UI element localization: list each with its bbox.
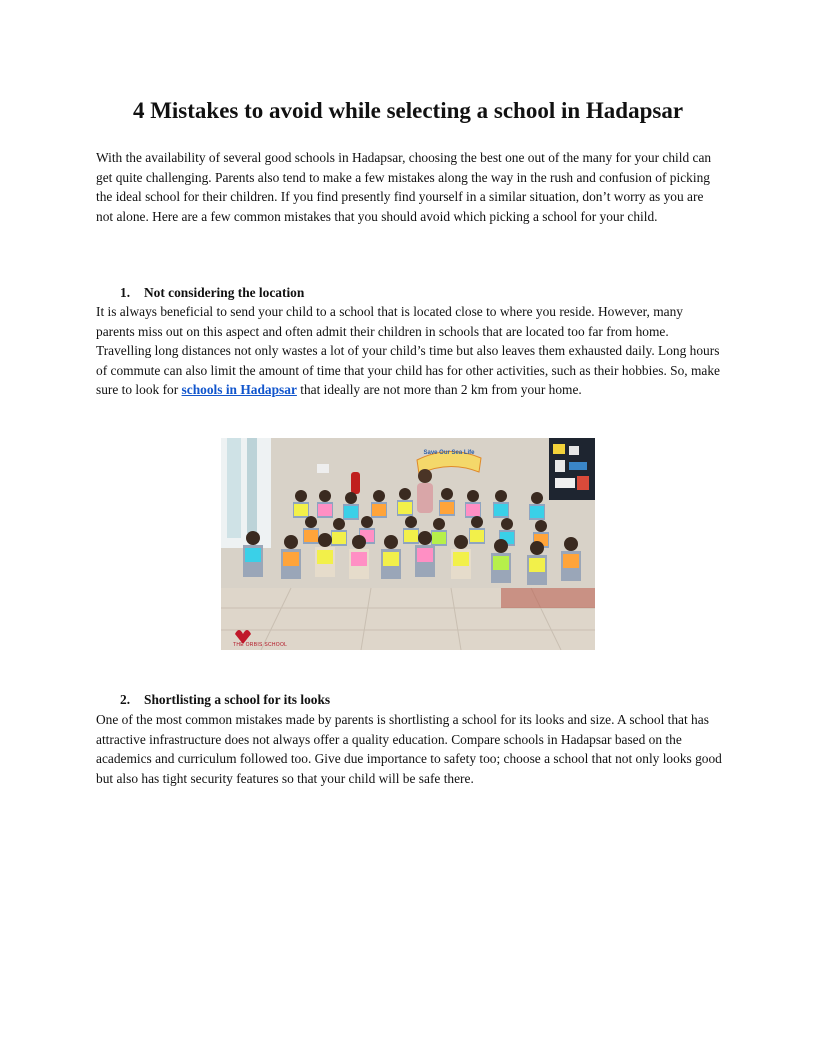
section-heading-2 (120, 690, 330, 710)
section-paragraph-1 (96, 302, 722, 400)
classroom-photo (221, 438, 595, 650)
section-heading-1 (120, 283, 304, 303)
paragraph-1-text-before-link: It is always beneficial to send your child to a school that is located close to where you reside. However, many parents miss out on this aspect and often admit their children in schools that are located too far from home. Travelling long distances not only wastes a lot of your child’s time but also leaves them exhausted daily. Long hours of commute can also limit the amount of time that your child has for other activities, such as their hobbies. So, make sure to look for (96, 304, 721, 398)
section-heading-text-1: Not considering the location (144, 285, 305, 300)
paragraph-1-text-after-link: that ideally are not more than 2 km from your home. (296, 382, 582, 398)
intro-paragraph: With the availability of several good schools in Hadapsar, choosing the best one out of the many for your child can get quite challenging. Parents also tend to make a few mistakes along the way in the rush and confusion of picking the ideal school for their children. If you find presently find yourself in a similar situation, don’t worry as you are not alone. Here are a few common mistakes that you should avoid which picking a school for your child. (96, 150, 712, 224)
page-title: 4 Mistakes to avoid while selecting a school in Hadapsar (132, 98, 684, 123)
school-logo-text: THE ORBIS SCHOOL (233, 642, 288, 648)
section-paragraph-2: One of the most common mistakes made by parents is shortlisting a school for its looks and size. A school that has attractive infrastructure does not always offer a quality education. Compare schools in Hadapsar based on the academics and curriculum followed too. Give due importance to safety too; choose a school that not only looks good but also has tight security features so that your child will be safe there. (96, 712, 722, 786)
section-number-1: 1. (120, 285, 131, 300)
section-heading-text-2: Shortlisting a school for its looks (144, 692, 331, 707)
classroom-photo-graphic (221, 438, 595, 650)
section-number-2: 2. (120, 692, 131, 707)
photo-banner-text: Save Our Sea Life (423, 450, 475, 456)
schools-in-hadapsar-link[interactable]: schools in Hadapsar (181, 382, 297, 398)
